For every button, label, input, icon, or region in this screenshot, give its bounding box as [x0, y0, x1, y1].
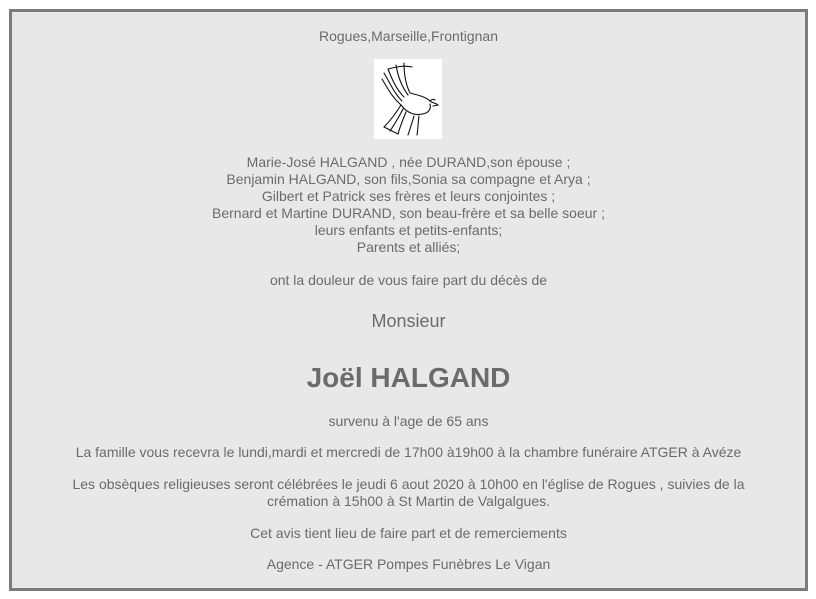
- family-line: Marie-José HALGAND , née DURAND,son épouse ;: [246, 154, 571, 170]
- family-line: Gilbert et Patrick ses frères et leurs conjointes ;: [261, 188, 556, 204]
- visitation-text: La famille vous recevra le lundi,mardi et mercredi de 17h00 à19h00 à la chambre funéraire ATGER à Avéze: [75, 444, 742, 460]
- family-line: leurs enfants et petits-enfants;: [314, 222, 503, 238]
- announcement-text: ont la douleur de vous faire part du décès de: [269, 272, 548, 288]
- thanks-text: Cet avis tient lieu de faire part et de remerciements: [250, 525, 567, 541]
- dove-icon: [374, 59, 442, 139]
- agency-text: Agence - ATGER Pompes Funèbres Le Vigan: [266, 556, 551, 572]
- funeral-text: [12, 476, 805, 510]
- obituary-card: [9, 9, 808, 591]
- location-line: Rogues,Marseille,Frontignan: [319, 28, 498, 44]
- funeral-line: crémation à 15h00 à St Martin de Valgalgues.: [266, 493, 551, 509]
- age-text: survenu à l'age de 65 ans: [328, 413, 489, 429]
- family-line: Parents et alliés;: [356, 239, 461, 255]
- deceased-name: Joël HALGAND: [306, 362, 511, 393]
- family-line: Bernard et Martine DURAND, son beau-frère et sa belle soeur ;: [212, 205, 605, 221]
- civility-title: Monsieur: [371, 311, 446, 331]
- family-list: [12, 154, 805, 256]
- funeral-line: Les obsèques religieuses seront célébrées le jeudi 6 aout 2020 à 10h00 en l'église de Rogues , suivies de la: [72, 476, 745, 492]
- family-line: Benjamin HALGAND, son fils,Sonia sa compagne et Arya ;: [226, 171, 591, 187]
